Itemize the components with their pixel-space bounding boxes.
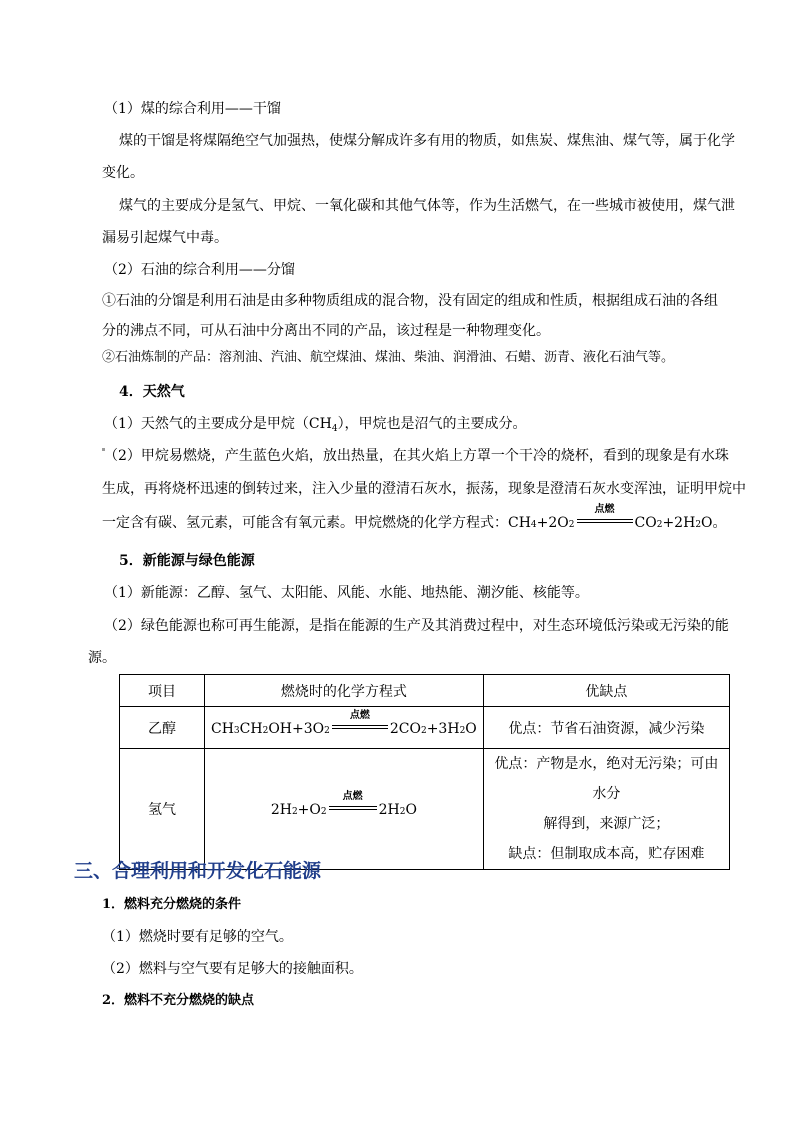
heading-incomplete-combustion: 2．燃料不充分燃烧的缺点	[102, 993, 255, 1008]
paragraph-petroleum-products: ②石油炼制的产品：溶剂油、汽油、航空煤油、煤油、柴油、润滑油、石蜡、沥青、液化石油气等。	[102, 350, 675, 365]
hydrogen-pros-line-1: 优点：产物是水，绝对无污染；可由水分	[494, 756, 719, 802]
reaction-arrow: 点燃	[327, 800, 379, 814]
table-row	[120, 707, 730, 749]
header-pros-cons: 优缺点	[483, 675, 729, 707]
table-row	[120, 749, 730, 870]
subsection-petroleum: （2）石油的综合利用——分馏	[104, 262, 295, 278]
heading-new-energy: 5．新能源与绿色能源	[119, 553, 255, 569]
paragraph-petroleum-1: ①石油的分馏是利用石油是由多种物质组成的混合物，没有固定的组成和性质，根据组成石油的各组	[102, 293, 718, 309]
paragraph-methane-2: 生成，再将烧杯迅速的倒转过来，注入少量的澄清石灰水，振荡，现象是澄清石灰水变浑浊，证明甲烷中	[102, 481, 746, 497]
paragraph-green-energy-1: （2）绿色能源也称可再生能源，是指在能源的生产及其消费过程中，对生态环境低污染或无污染的能	[104, 618, 729, 634]
paragraph-contact-area: （2）燃料与空气要有足够大的接触面积。	[102, 961, 363, 977]
reaction-arrow: 点燃	[575, 513, 635, 527]
paragraph-air: （1）燃烧时要有足够的空气。	[102, 929, 293, 945]
row-hydrogen-equation: 2H 2 +O 2 点燃 2H 2 O	[205, 749, 484, 870]
subsection-coal: （1）煤的综合利用——干馏	[104, 101, 281, 117]
heading-natural-gas: 4．天然气	[119, 384, 185, 400]
row-ethanol-equation: CH 3 CH 2 OH+3O 2 点燃 2CO 2 +3H 2 O	[205, 707, 484, 749]
paragraph-petroleum-2: 分的沸点不同，可从石油中分离出不同的产品，该过程是一种物理变化。	[102, 323, 550, 339]
header-item: 项目	[120, 675, 205, 707]
header-equation: 燃烧时的化学方程式	[205, 675, 484, 707]
methane-equation: CH 4 +2O 2 点燃 CO 2 +2H 2 O。	[508, 504, 727, 531]
row-ethanol-name: 乙醇	[120, 707, 205, 749]
row-hydrogen-pros-cons	[483, 749, 729, 870]
paragraph-coal-distillation-2: 变化。	[102, 165, 144, 181]
row-ethanol-pros: 优点：节省石油资源，减少污染	[483, 707, 729, 749]
heading-full-combustion: 1．燃料充分燃烧的条件	[102, 897, 242, 912]
row-hydrogen-name: 氢气	[120, 749, 205, 870]
reaction-arrow: 点燃	[330, 719, 390, 733]
paragraph-methane-1: （2）甲烷易燃烧，产生蓝色火焰，放出热量，在其火焰上方罩一个干冷的烧杯，看到的现象是有水珠	[104, 448, 729, 464]
paragraph-natural-gas-1: （1）天然气的主要成分是甲烷$(CH_4)$，甲烷也是沼气的主要成分。	[104, 416, 527, 434]
paragraph-new-energy: （1）新能源：乙醇、氢气、太阳能、风能、水能、地热能、潮汐能、核能等。	[104, 585, 589, 601]
paragraph-coal-gas-1: 煤气的主要成分是氢气、甲烷、一氧化碳和其他气体等，作为生活燃气，在一些城市被使用，煤气泄	[119, 198, 735, 214]
paragraph-coal-gas-2: 漏易引起煤气中毒。	[102, 230, 228, 246]
table-header-row	[120, 675, 730, 707]
paragraph-coal-distillation-1: 煤的干馏是将煤隔绝空气加强热，使煤分解成许多有用的物质，如焦炭、煤焦油、煤气等，属于化学	[119, 133, 735, 149]
hydrogen-cons: 缺点：但制取成本高，贮存困难	[508, 846, 705, 862]
paragraph-green-energy-2: 源。	[88, 650, 116, 666]
paragraph-methane-3: 一定含有碳、氢元素，可能含有氧元素。甲烷燃烧的化学方程式： CH 4 +2O 2 点燃 CO 2 +2H 2 O。	[102, 513, 727, 535]
section-heading-fossil-energy: 三、合理利用和开发化石能源	[74, 860, 322, 882]
energy-table	[119, 674, 730, 870]
hydrogen-pros-line-2: 解得到，来源广泛；	[543, 816, 670, 832]
